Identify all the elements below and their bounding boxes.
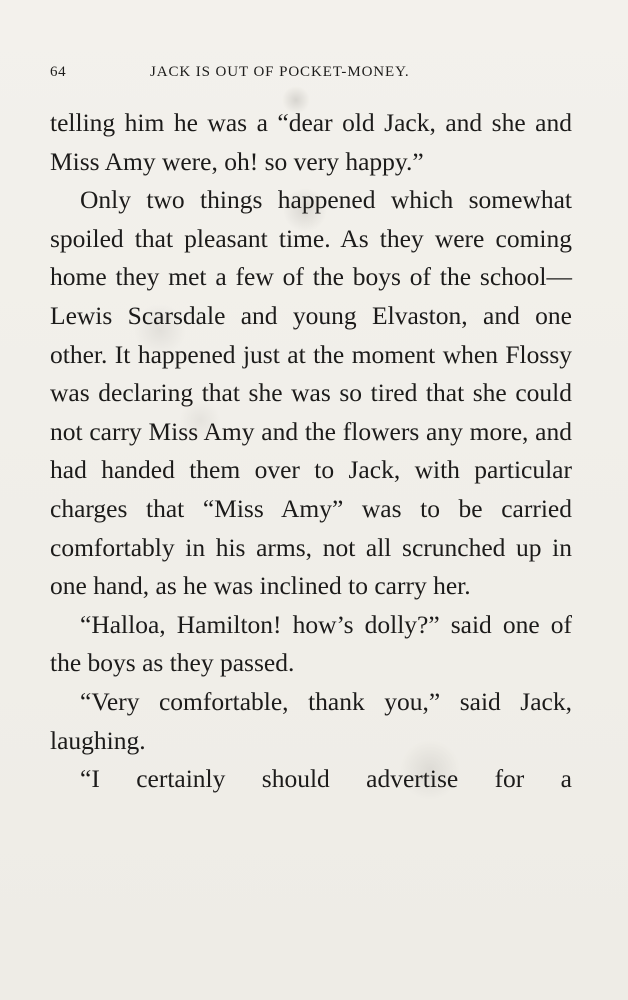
running-title: JACK IS OUT OF POCKET-MONEY.	[150, 64, 410, 80]
paragraph-1: telling him he was a “dear old Jack, and she and Miss Amy were, oh! so very happy.”	[50, 108, 572, 176]
body-text	[50, 104, 572, 799]
page-number: 64	[50, 64, 67, 80]
paragraph-2: Only two things happened which somewhat spoiled that pleasant time. As they were coming home they met a few of the boys of the school—Lewis Scarsdale and young Elvaston, and one other. It happened just at the moment when Flossy was declaring that she was so tired that she could not carry Miss Amy and the flowers any more, and had handed them over to Jack, with particular charges that “Miss Amy” was to be carried comfortably in his arms, not all scrunched up in one hand, as he was inclined to carry her.	[50, 185, 572, 601]
paragraph-5: “I certainly should advertise for a	[80, 764, 572, 794]
page-header	[50, 64, 572, 86]
paragraph-4: “Very comfortable, thank you,” said Jack, laughing.	[50, 686, 572, 755]
paragraph-3: “Halloa, Hamilton! how’s dolly?” said one of the boys as they passed.	[50, 609, 572, 678]
